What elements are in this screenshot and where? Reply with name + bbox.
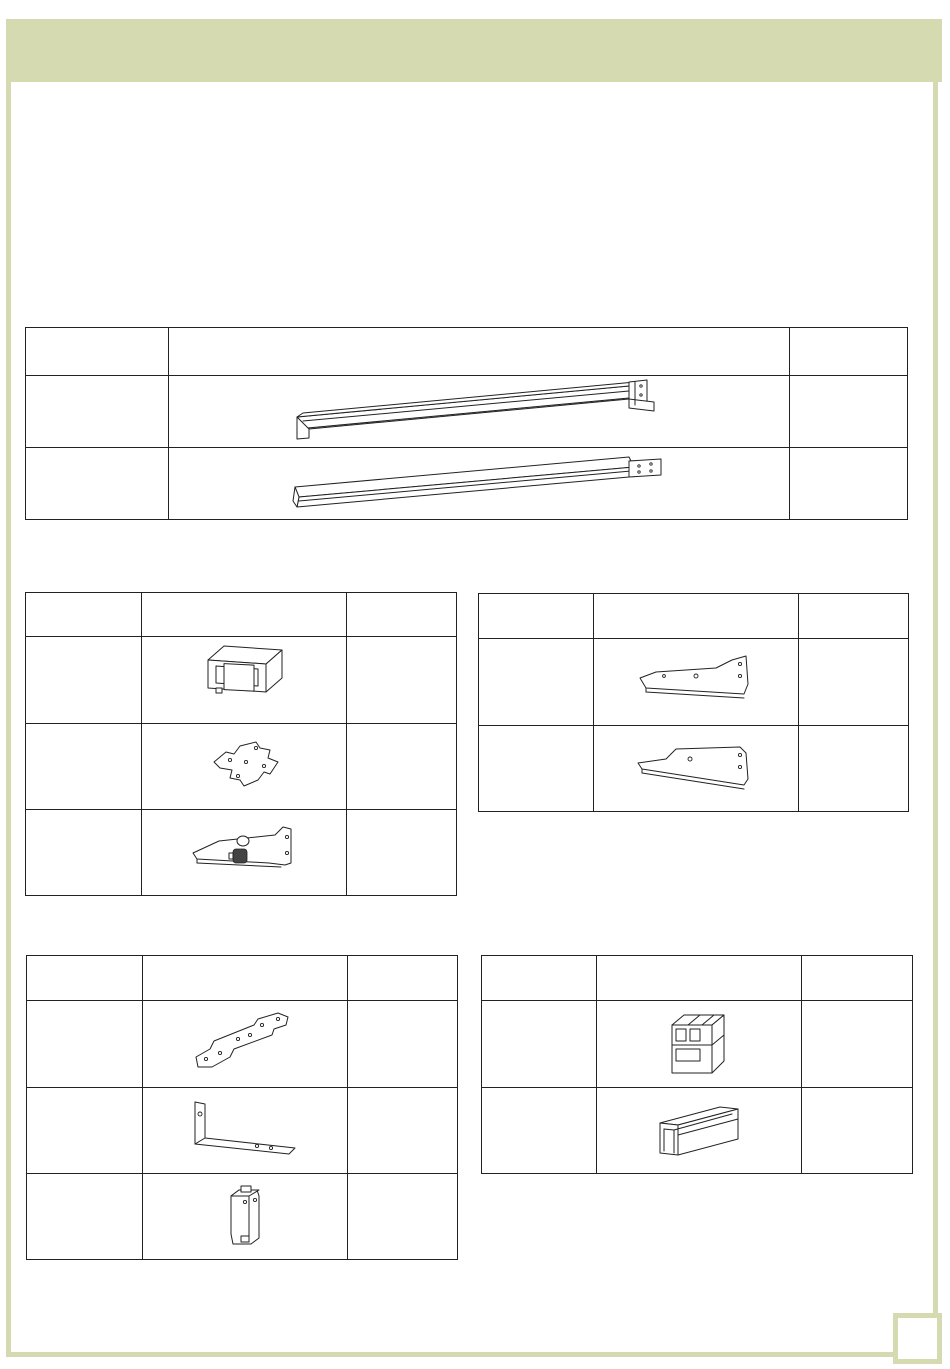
part-qty	[802, 1088, 913, 1174]
header-part	[143, 956, 348, 1001]
header-code	[479, 594, 594, 639]
part-code	[27, 1001, 143, 1088]
part-qty	[799, 639, 909, 726]
header-part	[142, 593, 347, 637]
part-code	[26, 724, 142, 810]
long-open-channel-rail-icon	[289, 449, 669, 519]
table-row	[27, 1174, 458, 1260]
part-qty	[790, 448, 908, 520]
page-number-box	[893, 1313, 942, 1364]
box-clip-icon	[215, 1182, 275, 1252]
table-row	[26, 810, 457, 896]
header-qty	[799, 594, 909, 639]
plates-table	[26, 955, 458, 1260]
part-code	[482, 1088, 597, 1174]
part-image-cell	[169, 376, 790, 448]
part-code	[479, 639, 594, 726]
part-code	[26, 637, 142, 724]
table-row	[27, 1001, 458, 1088]
header-part	[169, 328, 790, 376]
long-u-channel-rail-icon	[289, 377, 669, 447]
part-image-cell	[594, 639, 799, 726]
angled-bracket-long-icon	[636, 739, 756, 799]
flat-connector-plate-icon	[190, 1009, 300, 1079]
header-code	[27, 956, 143, 1001]
table-header-row	[479, 594, 909, 639]
profiles-table	[481, 955, 913, 1174]
header-code	[26, 328, 169, 376]
table-header-row	[26, 593, 457, 637]
cross-mount-plate-icon	[194, 732, 294, 802]
part-qty	[347, 810, 457, 896]
table-header-row	[26, 328, 908, 376]
table-row	[482, 1001, 913, 1088]
square-frame-plate-icon	[194, 640, 294, 720]
part-qty	[790, 376, 908, 448]
part-image-cell	[142, 810, 347, 896]
rails-table	[25, 327, 908, 520]
part-qty	[348, 1088, 458, 1174]
table-row	[26, 448, 908, 520]
header-qty	[802, 956, 913, 1001]
part-code	[26, 810, 142, 896]
part-image-cell	[142, 637, 347, 724]
channel-profile-icon	[654, 1101, 744, 1161]
table-header-row	[27, 956, 458, 1001]
part-image-cell	[142, 724, 347, 810]
header-code	[26, 593, 142, 637]
part-qty	[348, 1001, 458, 1088]
part-image-cell	[594, 726, 799, 812]
header-code	[482, 956, 597, 1001]
l-bracket-icon	[185, 1096, 305, 1166]
part-image-cell	[143, 1174, 348, 1260]
part-image-cell	[169, 448, 790, 520]
table-row	[482, 1088, 913, 1174]
part-code	[26, 376, 169, 448]
part-qty	[347, 637, 457, 724]
part-code	[26, 448, 169, 520]
table-row	[479, 639, 909, 726]
part-code	[479, 726, 594, 812]
part-code	[482, 1001, 597, 1088]
table-row	[26, 637, 457, 724]
header-qty	[790, 328, 908, 376]
brackets-a-table	[25, 592, 457, 896]
angled-bracket-short-icon	[636, 652, 756, 712]
part-qty	[347, 724, 457, 810]
table-row	[27, 1088, 458, 1174]
header-qty	[348, 956, 458, 1001]
part-image-cell	[143, 1001, 348, 1088]
table-row	[26, 376, 908, 448]
part-image-cell	[597, 1088, 802, 1174]
part-image-cell	[143, 1088, 348, 1174]
part-code	[27, 1174, 143, 1260]
part-image-cell	[597, 1001, 802, 1088]
roller-bracket-icon	[189, 823, 299, 883]
part-code	[27, 1088, 143, 1174]
part-qty	[799, 726, 909, 812]
header-part	[597, 956, 802, 1001]
part-qty	[802, 1001, 913, 1088]
brackets-b-table	[478, 593, 909, 812]
table-header-row	[482, 956, 913, 1001]
header-part	[594, 594, 799, 639]
extrusion-profile-icon	[664, 1009, 734, 1079]
part-qty	[348, 1174, 458, 1260]
table-row	[26, 724, 457, 810]
header-qty	[347, 593, 457, 637]
table-row	[479, 726, 909, 812]
